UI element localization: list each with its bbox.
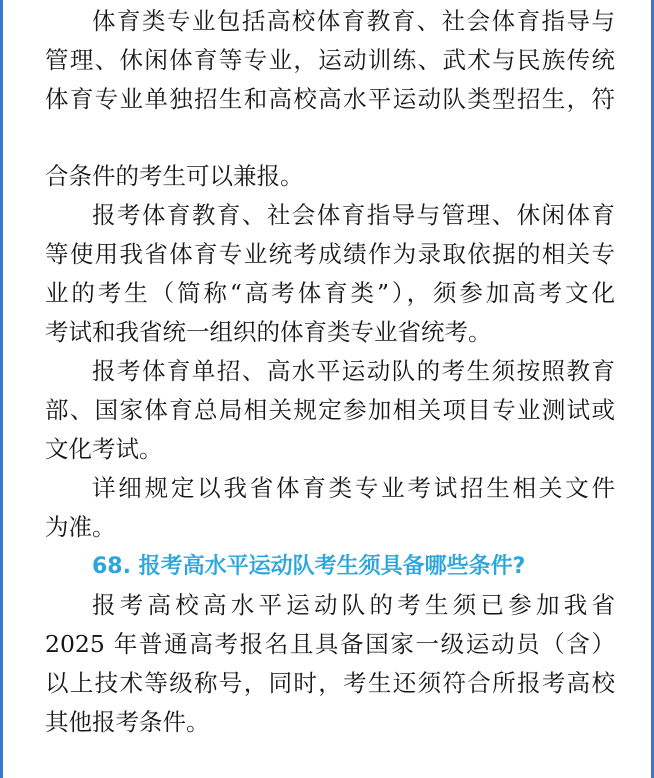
answer-line-1: 报考高校高水平运动队的考生须已参加我省: [92, 591, 615, 619]
document-content: [45, 2, 615, 742]
paragraph-4-line-1: 详细规定以我省体育类专业考试招生相关文件: [92, 474, 615, 502]
paragraph-2-line-2: 等使用我省体育专业统考成绩作为录取依据的相关专: [45, 240, 615, 268]
paragraph-2-line-4: 考试和我省统一组织的体育类专业省统考。: [45, 318, 492, 346]
paragraph-1-line-1: 体育类专业包括高校体育教育、社会体育指导与: [92, 7, 615, 35]
paragraph-2-line-1: 报考体育教育、社会体育指导与管理、休闲体育: [92, 201, 615, 229]
answer-line-2: 2025 年普通高考报名且具备国家一级运动员（含）: [45, 630, 615, 658]
blank-gap: [45, 119, 615, 157]
paragraph-3-line-3: 文化考试。: [45, 435, 163, 463]
paragraph-1-line-4: 合条件的考生可以兼报。: [45, 162, 304, 190]
paragraph-3-line-1: 报考体育单招、高水平运动队的考生须按照教育: [92, 357, 615, 385]
paragraph-1-line-2: 管理、休闲体育等专业，运动训练、武术与民族传统: [45, 46, 615, 74]
answer-line-4: 其他报考条件。: [45, 708, 210, 736]
paragraph-4-line-2: 为准。: [45, 513, 116, 541]
paragraph-2-line-3: 业的考生（简称“高考体育类”），须参加高考文化: [45, 279, 615, 307]
paragraph-3-line-2: 部、国家体育总局相关规定参加相关项目专业测试或: [45, 396, 615, 424]
answer-line-3: 以上技术等级称号，同时，考生还须符合所报考高校: [45, 669, 615, 697]
paragraph-1-line-3: 体育专业单独招生和高校高水平运动队类型招生，符: [45, 85, 615, 113]
question-heading: 68. 报考高水平运动队考生须具备哪些条件?: [92, 554, 526, 579]
